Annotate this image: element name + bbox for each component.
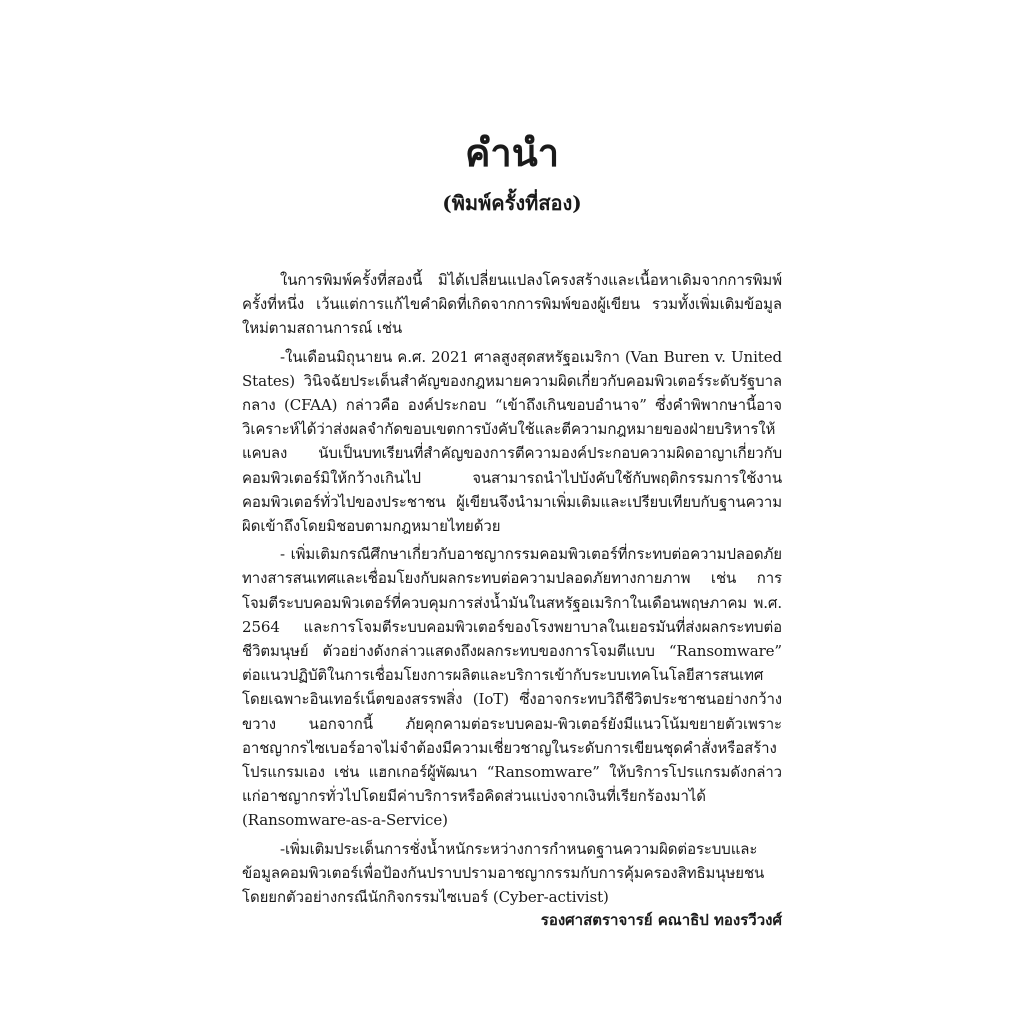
paragraph-human-rights: -เพิ่มเติมประเด็นการชั่งน้ำหนักระหว่างการกำหนดฐานความผิดต่อระบบและข้อมูลคอมพิวเตอร์เพื่อป้องกันปราบปรามอาชญากรรมกับการคุ้มครองสิทธิมนุษยชน โดยยกตัวอย่างกรณีนักกิจกรรมไซเบอร์ (Cyber-activist) [242,839,765,907]
body-text [242,268,782,913]
paragraph-ransomware: - เพิ่มเติมกรณีศึกษาเกี่ยวกับอาชญากรรมคอมพิวเตอร์ที่กระทบต่อความปลอดภัยทางสารสนเทศและเชื่อมโยงกับผลกระทบต่อความปลอดภัยทางกายภาพ เช่น การโจมตีระบบคอมพิวเตอร์ที่ควบคุมการส่งน้ำมันในสหรัฐอเมริกาในเดือนพฤษภาคม พ.ศ. 2564 และการโจมตีระบบคอมพิวเตอร์ของโรงพยาบาลในเยอรมันที่ส่งผลกระทบต่อชีวิตมนุษย์ ตัวอย่างดังกล่าวแสดงถึงผลกระทบของการโจมตีแบบ “Ransomware” ต่อแนวปฏิบัติในการเชื่อมโยงการผลิตและบริการเข้ากับระบบเทคโนโลยีสารสนเทศ โดยเฉพาะอินเทอร์เน็ตของสรรพสิ่ง (IoT) ซึ่งอาจกระทบวิถีชีวิตประชาชนอย่างกว้างขวาง นอกจากนี้ ภัยคุกคามต่อระบบคอม-พิวเตอร์ยังมีแนวโน้มขยายตัวเพราะอาชญากรไซเบอร์อาจไม่จำต้องมีความเชี่ยวชาญในระดับการเขียนชุดคำสั่งหรือสร้างโปรแกรมเอง เช่น แฮกเกอร์ผู้พัฒนา “Ransomware” ให้บริการโปรแกรมดังกล่าวแก่อาชญากรทั่วไปโดยมีค่าบริการหรือคิดส่วนแบ่งจากเงินที่เรียกร้องมาได้ (Ransomware-as-a-Service) [242,545,782,830]
author-signature: รองศาสตราจารย์ คณาธิป ทองรวีวงศ์ [540,911,782,929]
paragraph-van-buren: -ในเดือนมิถุนายน ค.ศ. 2021 ศาลสูงสุดสหรัฐอเมริกา (Van Buren v. United States) วินิจฉัยประเด็นสำคัญของกฎหมายความผิดเกี่ยวกับคอมพิวเตอร์ระดับรัฐบาลกลาง (CFAA) กล่าวคือ องค์ประกอบ “เข้าถึงเกินขอบอำนาจ” ซึ่งคำพิพากษานี้อาจวิเคราะห์ได้ว่าส่งผลจำกัดขอบเขตการบังคับใช้และตีความกฎหมายของฝ่ายบริหารให้แคบลง นับเป็นบทเรียนที่สำคัญของการตีความองค์ประกอบความผิดอาญาเกี่ยวกับคอมพิวเตอร์มิให้กว้างเกินไป จนสามารถนำไปบังคับใช้กับพฤติกรรมการใช้งานคอมพิวเตอร์ทั่วไปของประชาชน ผู้เขียนจึงนำมาเพิ่มเติมและเปรียบเทียบกับฐานความผิดเข้าถึงโดยมิชอบตามกฎหมายไทยด้วย [242,347,782,536]
page-title: คำนำ [464,130,560,175]
page-subtitle: (พิมพ์ครั้งที่สอง) [442,191,582,215]
paragraph-intro: ในการพิมพ์ครั้งที่สองนี้ มิได้เปลี่ยนแปลงโครงสร้างและเนื้อหาเดิมจากการพิมพ์ครั้งที่หนึ่ง เว้นแต่การแก้ไขคำผิดที่เกิดจากการพิมพ์ของผู้เขียน รวมทั้งเพิ่มเติมข้อมูลใหม่ตามสถานการณ์ เช่น [242,271,782,338]
